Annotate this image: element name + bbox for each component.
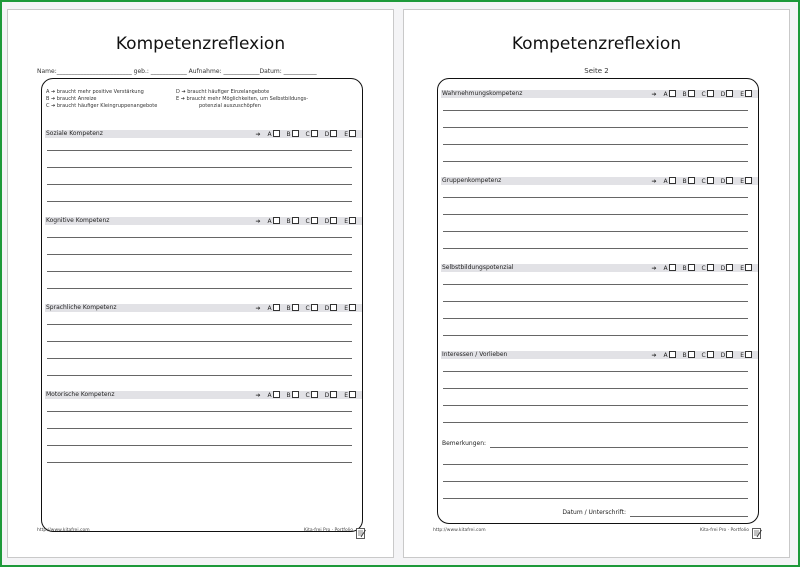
rating-e[interactable]: E xyxy=(740,264,752,273)
checkbox-a xyxy=(273,304,280,311)
writing-line[interactable] xyxy=(443,405,748,406)
rating-b[interactable]: B xyxy=(286,304,298,313)
rating-b[interactable]: B xyxy=(682,264,694,273)
checkbox-a xyxy=(273,217,280,224)
rating-c[interactable]: C xyxy=(702,177,714,186)
checkbox-d xyxy=(726,264,733,271)
checkbox-e xyxy=(745,90,752,97)
writing-line[interactable] xyxy=(443,498,748,499)
writing-line[interactable] xyxy=(443,214,748,215)
writing-line[interactable] xyxy=(443,318,748,319)
rating-b[interactable]: B xyxy=(682,351,694,360)
rating-b[interactable]: B xyxy=(286,217,298,226)
rating-d[interactable]: D xyxy=(721,177,734,186)
signature-label: Datum / Unterschrift: xyxy=(562,509,626,516)
rating-c[interactable]: C xyxy=(702,264,714,273)
legend-a: A ➔ braucht mehr positive Verstärkung xyxy=(46,89,144,95)
checkbox-b xyxy=(688,90,695,97)
checkbox-e xyxy=(349,217,356,224)
section-label: Gruppenkompetenz xyxy=(442,177,502,184)
checkbox-e xyxy=(745,177,752,184)
footer-url[interactable]: http://www.kitafrei.com xyxy=(37,528,90,533)
checkbox-b xyxy=(688,351,695,358)
rating-options xyxy=(647,264,753,273)
rating-b[interactable]: B xyxy=(286,391,298,400)
section-header xyxy=(441,177,758,185)
page-subtitle: Seite 2 xyxy=(584,67,609,75)
writing-line[interactable] xyxy=(443,161,748,162)
rating-c[interactable]: C xyxy=(306,217,318,226)
rating-a[interactable]: A xyxy=(267,217,279,226)
checkbox-d xyxy=(726,90,733,97)
checkbox-e xyxy=(349,130,356,137)
notepad-icon xyxy=(752,527,762,539)
writing-line[interactable] xyxy=(443,481,748,482)
checkbox-c xyxy=(311,304,318,311)
writing-line[interactable] xyxy=(443,422,748,423)
section-label: Sprachliche Kompetenz xyxy=(46,304,117,311)
rating-options xyxy=(251,130,357,139)
legend-e-continued: potenzial auszuschöpfen xyxy=(199,103,261,109)
notepad-icon xyxy=(356,527,366,539)
checkbox-e xyxy=(349,391,356,398)
writing-line[interactable] xyxy=(47,341,352,342)
writing-line[interactable] xyxy=(47,411,352,412)
writing-line[interactable] xyxy=(47,288,352,289)
checkbox-b xyxy=(292,391,299,398)
checkbox-a xyxy=(669,264,676,271)
rating-arrow: ➔ xyxy=(255,131,261,138)
rating-e[interactable]: E xyxy=(344,130,356,139)
form-card xyxy=(437,78,759,524)
rating-d[interactable]: D xyxy=(325,217,338,226)
section-header xyxy=(441,264,758,272)
section-header xyxy=(45,304,362,312)
form-page-2 xyxy=(403,9,790,558)
checkbox-e xyxy=(745,264,752,271)
checkbox-b xyxy=(688,177,695,184)
rating-options xyxy=(647,351,753,360)
section-header xyxy=(441,351,758,359)
checkbox-b xyxy=(292,304,299,311)
footer-url[interactable]: http://www.kitafrei.com xyxy=(433,528,486,533)
rating-options xyxy=(251,304,357,313)
legend-e: E ➔ braucht mehr Möglichkeiten, um Selbstbildungs- xyxy=(176,96,309,102)
section-label: Motorische Kompetenz xyxy=(46,391,115,398)
rating-a[interactable]: A xyxy=(663,177,675,186)
writing-line[interactable] xyxy=(443,231,748,232)
rating-d[interactable]: D xyxy=(325,391,338,400)
checkbox-c xyxy=(707,90,714,97)
writing-line[interactable] xyxy=(443,284,748,285)
writing-line[interactable] xyxy=(47,201,352,202)
checkbox-c xyxy=(311,217,318,224)
section-header xyxy=(441,90,758,98)
checkbox-c xyxy=(707,351,714,358)
checkbox-a xyxy=(669,177,676,184)
rating-d[interactable]: D xyxy=(721,264,734,273)
page-title: Kompetenzreflexion xyxy=(115,34,286,54)
legend-b: B ➔ braucht Anreize xyxy=(46,96,97,102)
section-header xyxy=(45,391,362,399)
rating-e[interactable]: E xyxy=(344,304,356,313)
writing-line[interactable] xyxy=(443,144,748,145)
personal-data-line: Name:_________________________ geb.: ____________ Aufnahme: ____________Datum: ___________ xyxy=(37,68,317,75)
checkbox-d xyxy=(330,217,337,224)
rating-e[interactable]: E xyxy=(344,217,356,226)
rating-arrow: ➔ xyxy=(255,392,261,399)
rating-options xyxy=(647,177,753,186)
rating-arrow: ➔ xyxy=(255,218,261,225)
page-title: Kompetenzreflexion xyxy=(511,34,682,54)
rating-a[interactable]: A xyxy=(663,351,675,360)
checkbox-a xyxy=(669,351,676,358)
checkbox-b xyxy=(292,130,299,137)
writing-line[interactable] xyxy=(47,358,352,359)
form-page-1 xyxy=(7,9,394,558)
checkbox-e xyxy=(349,304,356,311)
section-header xyxy=(45,217,362,225)
writing-line[interactable] xyxy=(47,254,352,255)
rating-c[interactable]: C xyxy=(306,304,318,313)
rating-e[interactable]: E xyxy=(740,351,752,360)
rating-options xyxy=(251,217,357,226)
rating-b[interactable]: B xyxy=(286,130,298,139)
writing-line[interactable] xyxy=(443,335,748,336)
checkbox-e xyxy=(745,351,752,358)
writing-line[interactable] xyxy=(443,301,748,302)
rating-options xyxy=(647,90,753,99)
writing-line[interactable] xyxy=(47,150,352,151)
section-label: Kognitive Kompetenz xyxy=(46,217,110,224)
rating-d[interactable]: D xyxy=(325,304,338,313)
checkbox-d xyxy=(330,130,337,137)
writing-line[interactable] xyxy=(443,127,748,128)
writing-line[interactable] xyxy=(443,248,748,249)
writing-line[interactable] xyxy=(47,184,352,185)
writing-line[interactable] xyxy=(443,371,748,372)
rating-c[interactable]: C xyxy=(306,130,318,139)
legend-c: C ➔ braucht häufiger Kleingruppenangebote xyxy=(46,103,158,109)
writing-line[interactable] xyxy=(47,462,352,463)
section-label: Interessen / Vorlieben xyxy=(442,351,508,358)
checkbox-c xyxy=(311,130,318,137)
writing-line[interactable] xyxy=(47,445,352,446)
rating-options xyxy=(251,391,357,400)
rating-d[interactable]: D xyxy=(721,90,734,99)
rating-a[interactable]: A xyxy=(663,264,675,273)
writing-line[interactable] xyxy=(443,464,748,465)
section-label: Selbstbildungspotenzial xyxy=(442,264,514,271)
checkbox-b xyxy=(688,264,695,271)
checkbox-d xyxy=(330,391,337,398)
rating-arrow: ➔ xyxy=(651,91,657,98)
signature-line[interactable] xyxy=(630,516,748,517)
checkbox-d xyxy=(726,177,733,184)
rating-a[interactable]: A xyxy=(267,130,279,139)
rating-d[interactable]: D xyxy=(721,351,734,360)
rating-e[interactable]: E xyxy=(740,90,752,99)
rating-a[interactable]: A xyxy=(663,90,675,99)
writing-line[interactable] xyxy=(47,271,352,272)
rating-arrow: ➔ xyxy=(651,352,657,359)
checkbox-b xyxy=(292,217,299,224)
checkbox-c xyxy=(707,177,714,184)
checkbox-d xyxy=(726,351,733,358)
rating-arrow: ➔ xyxy=(255,305,261,312)
writing-line[interactable] xyxy=(47,428,352,429)
section-header xyxy=(45,130,362,138)
section-label: Wahrnehmungskompetenz xyxy=(442,90,523,97)
legend-d: D ➔ braucht häufiger Einzelangebote xyxy=(176,89,270,95)
rating-e[interactable]: E xyxy=(740,177,752,186)
rating-a[interactable]: A xyxy=(267,304,279,313)
footer-brand: Kita-frei Pro · Portfolio xyxy=(303,528,353,533)
checkbox-a xyxy=(273,391,280,398)
writing-line[interactable] xyxy=(443,388,748,389)
writing-line[interactable] xyxy=(443,110,748,111)
rating-b[interactable]: B xyxy=(682,177,694,186)
checkbox-d xyxy=(330,304,337,311)
checkbox-c xyxy=(707,264,714,271)
writing-line[interactable] xyxy=(47,375,352,376)
rating-b[interactable]: B xyxy=(682,90,694,99)
rating-c[interactable]: C xyxy=(702,90,714,99)
footer-brand: Kita-frei Pro · Portfolio xyxy=(699,528,749,533)
remarks-line[interactable] xyxy=(490,447,748,448)
writing-line[interactable] xyxy=(47,237,352,238)
checkbox-a xyxy=(669,90,676,97)
rating-d[interactable]: D xyxy=(325,130,338,139)
section-label: Soziale Kompetenz xyxy=(46,130,103,137)
rating-arrow: ➔ xyxy=(651,178,657,185)
rating-a[interactable]: A xyxy=(267,391,279,400)
writing-line[interactable] xyxy=(443,197,748,198)
writing-line[interactable] xyxy=(47,167,352,168)
rating-e[interactable]: E xyxy=(344,391,356,400)
rating-c[interactable]: C xyxy=(306,391,318,400)
rating-legend xyxy=(46,89,354,119)
rating-arrow: ➔ xyxy=(651,265,657,272)
rating-c[interactable]: C xyxy=(702,351,714,360)
checkbox-c xyxy=(311,391,318,398)
writing-line[interactable] xyxy=(47,324,352,325)
remarks-label: Bemerkungen: xyxy=(442,440,487,447)
checkbox-a xyxy=(273,130,280,137)
form-card xyxy=(41,78,363,532)
